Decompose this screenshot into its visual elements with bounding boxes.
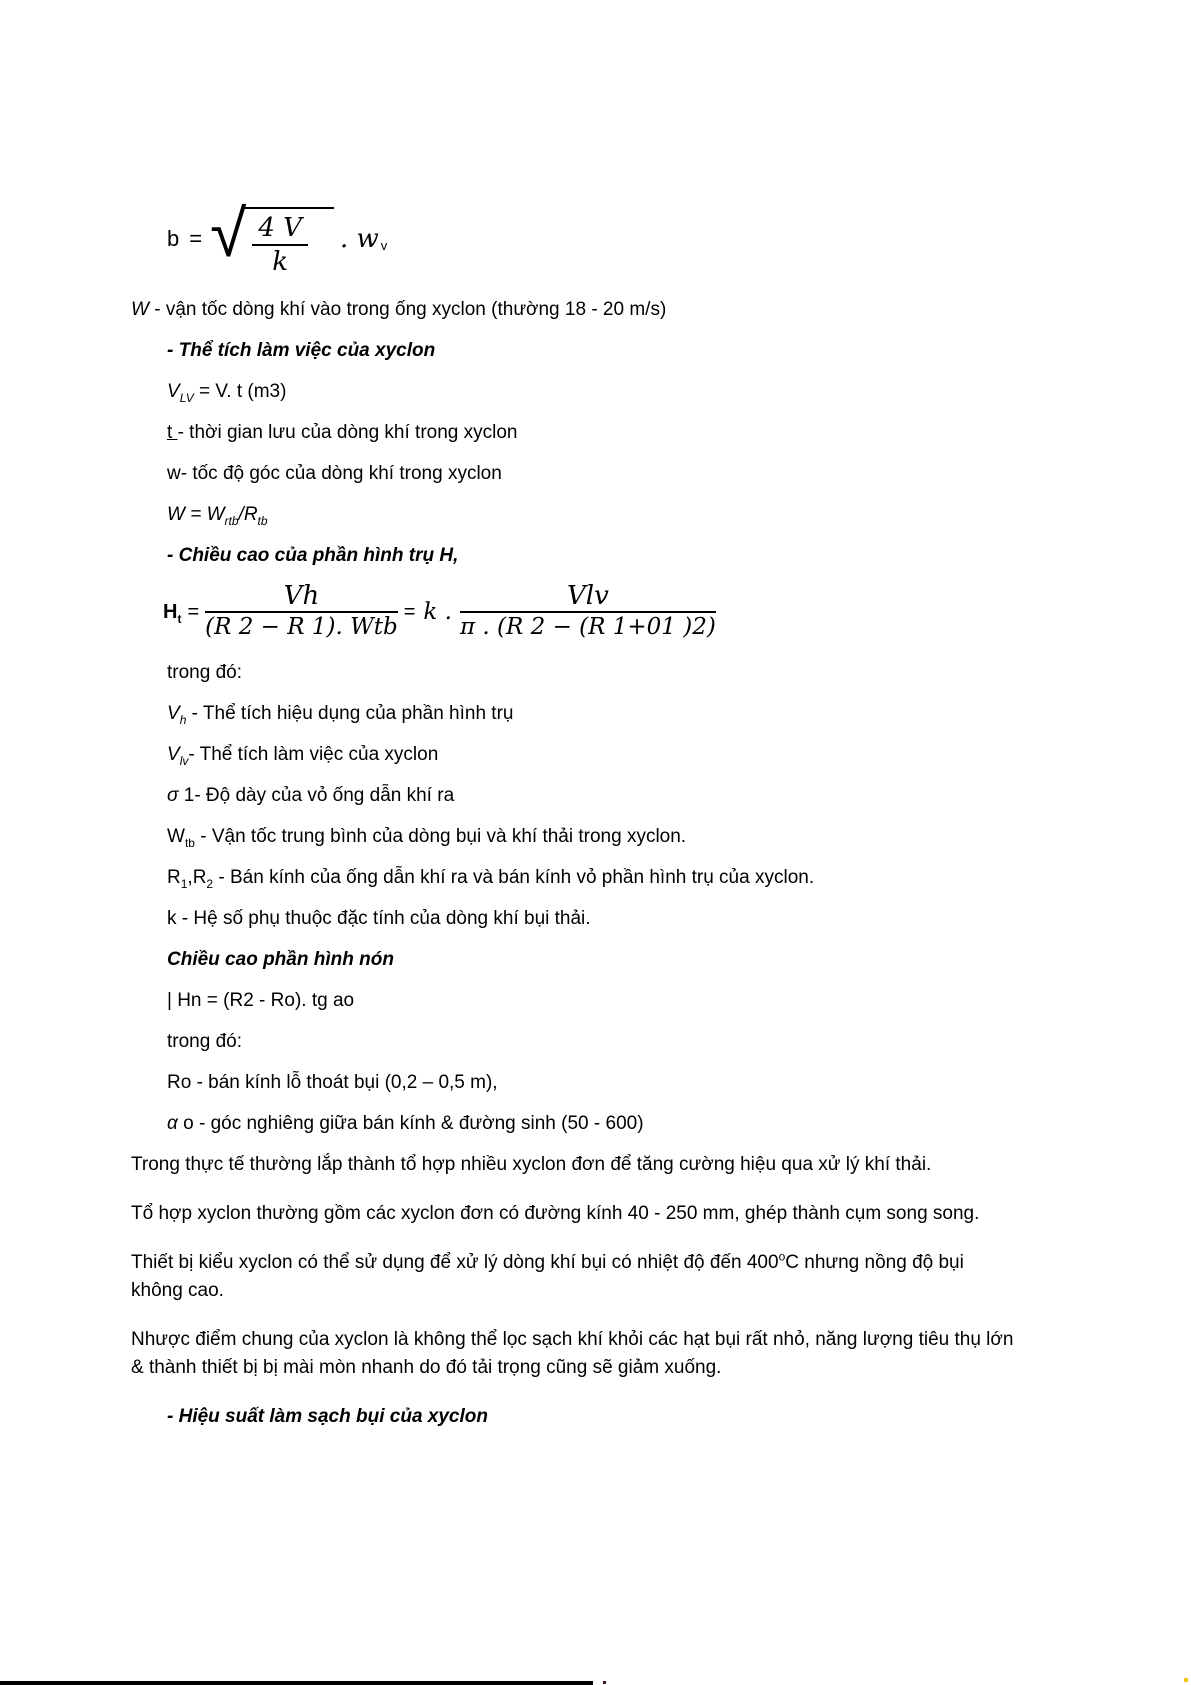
paragraph-ro-def: Ro - bán kính lỗ thoát bụi (0,2 – 0,5 m),	[167, 1072, 498, 1093]
paragraph-to-hop: Tổ hợp xyclon thường gồm các xyclon đơn có đường kính 40 - 250 mm, ghép thành cụm song song.	[131, 1203, 980, 1224]
document-content	[131, 196, 1111, 1444]
section-heading-efficiency: - Hiệu suất làm sạch bụi của xyclon	[167, 1406, 488, 1427]
paragraph-w-equation: $W = W_{rtb}/R_{tb}$	[167, 504, 268, 528]
formula-ht-fraction-2: $\frac{\text{Vlv}}{\pi . (R 2 - (R 1+01 )2)}$	[459, 581, 716, 640]
formula-ht-fraction-1: $\frac{Vh}{\text{(R 2 − R 1). Wtb}}$	[205, 581, 398, 640]
cursor-speck	[603, 1681, 606, 1684]
radical-sign: √ $\frac{4 V}{k}$	[210, 202, 334, 277]
paragraph-t: t - thời gian lưu của dòng khí trong xyclon	[167, 422, 518, 443]
paragraph-wtb-def: $W_{tb}$ - Vận tốc trung bình của dòng bụi và khí thải trong xyclon.	[167, 826, 687, 850]
paragraph-w-angular: w- tốc độ góc của dòng khí trong xyclon	[167, 463, 502, 484]
formula-ht-k: k .	[423, 599, 452, 625]
paragraph-w-velocity: W - vận tốc dòng khí vào trong ống xyclon (thường 18 - 20 m/s)	[131, 299, 667, 320]
section-heading-cylinder-height: - Chiều cao của phần hình trụ H,	[167, 545, 459, 566]
paragraph-vlv-def: $V_{lv}-$ Thể tích làm việc của xyclon	[167, 744, 439, 768]
formula-b-fraction: $\frac{4 V}{k}$	[252, 213, 308, 277]
paragraph-alpha-def: α o - góc nghiêng giữa bán kính & đường sinh (50 - 600)	[167, 1113, 644, 1134]
paragraph-vlv: $V_{LV} = V$. t (m3)	[167, 381, 287, 405]
paragraph-vh-def: $V_h$ - Thể tích hiệu dụng của phần hình trụ	[167, 703, 514, 727]
formula-ht-equals-1: =	[187, 601, 200, 623]
paragraph-thuc-te: Trong thực tế thường lắp thành tổ hợp nhiều xyclon đơn để tăng cường hiệu qua xử lý khí thải.	[131, 1154, 932, 1175]
formula-b-w-subscript: v	[380, 238, 388, 253]
section-heading-cone-height: Chiều cao phần hình nón	[167, 949, 394, 970]
formula-ht	[163, 583, 1111, 641]
paragraph-thiet-bi: Thiết bị kiểu xyclon có thể sử dụng để xử lý dòng khí bụi có nhiệt độ đến 400$^o$C nhưng nồng độ bụi không cao.	[131, 1249, 964, 1301]
paragraph-hn-equation: | Hn = (R2 - Ro). tg ao	[167, 990, 355, 1011]
bottom-partial-rule	[0, 1681, 593, 1685]
paragraph-sigma-def: σ 1- Độ dày của vỏ ống dẫn khí ra	[167, 785, 455, 806]
formula-ht-equals-2: =	[403, 601, 416, 623]
paragraph-r1-r2-def: $R_1,R_2$ - Bán kính của ống dẫn khí ra và bán kính vỏ phần hình trụ của xyclon.	[167, 867, 815, 891]
yellow-speck	[1184, 1678, 1188, 1682]
formula-b-lhs: b	[167, 226, 180, 251]
formula-b-equals: =	[189, 226, 203, 251]
formula-ht-lhs: $H_t$	[163, 601, 182, 626]
formula-b-w: . w	[339, 224, 379, 254]
section-heading-working-volume: - Thể tích làm việc của xyclon	[167, 340, 436, 361]
paragraph-trong-do-2: trong đó:	[167, 1031, 242, 1052]
formula-b	[167, 196, 1111, 282]
paragraph-k-def: k - Hệ số phụ thuộc đặc tính của dòng khí bụi thải.	[167, 908, 591, 929]
paragraph-nhuoc-diem: Nhược điểm chung của xyclon là không thể lọc sạch khí khỏi các hạt bụi rất nhỏ, năng lượng tiêu thụ lớn & thành thiết bị bị mài mòn nhanh do đó tải trọng cũng sẽ giảm xuống.	[131, 1329, 1014, 1378]
paragraph-trong-do-1: trong đó:	[167, 662, 242, 683]
